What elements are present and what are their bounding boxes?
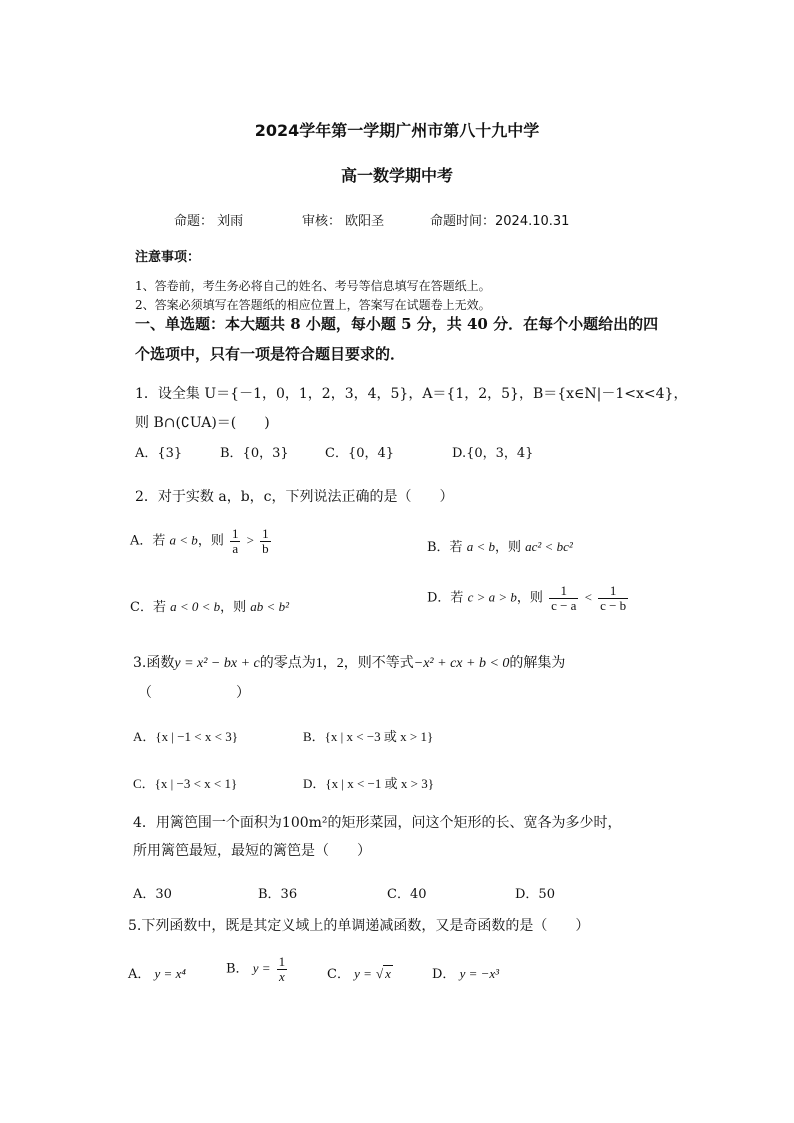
- exam-subtitle: 高一数学期中考: [340, 166, 453, 185]
- q2-d-cond: c > a > b: [467, 589, 517, 605]
- q5-b-label: B．: [226, 961, 249, 977]
- date-line: 命题时间：2024.10.31: [430, 214, 570, 229]
- q5-stem: 5.下列函数中，既是其定义域上的单调递减函数，又是奇函数的是（ ）: [128, 918, 590, 934]
- q5-b-lhs: y =: [252, 960, 271, 976]
- q4-option-a: A．30: [133, 887, 172, 902]
- q5-c-radicand: x: [385, 966, 391, 981]
- q2-c-cond: a < 0 < b: [170, 599, 221, 614]
- q2-option-d: [427, 584, 630, 612]
- q3-option-b: B．{x | x < −3 或 x > 1}: [303, 729, 434, 744]
- sqrt-icon: √: [376, 966, 384, 981]
- q2-option-c: [130, 596, 289, 615]
- q4-stem-2: 所用篱笆最短，最短的篱笆是（ ）: [133, 843, 371, 859]
- q1-stem: 1．设全集 U＝{－1，0，1，2，3，4，5}，A＝{1，2，5}，B＝{x∈N|－1<x<4}，: [135, 386, 688, 402]
- q3-answer-paren: （ ）: [138, 685, 250, 701]
- q5-option-d: [432, 963, 499, 982]
- q2-c-then: ，则: [220, 600, 247, 615]
- fraction-1-over-c-minus-b: [598, 584, 628, 612]
- frac-num: 1: [231, 526, 239, 541]
- q2-a-then: ，则: [197, 533, 224, 549]
- q3-zeros: 1，2: [315, 656, 344, 671]
- section-heading-line1: 一、单选题：本大题共 8 小题，每小题 5 分，共 40 分．在每个小题给出的四: [135, 315, 659, 333]
- q4-option-b: B．36: [258, 887, 298, 902]
- q3-option-c: C．{x | −3 < x < 1}: [133, 776, 238, 791]
- q2-stem: 2．对于实数 a，b，c，下列说法正确的是（ ）: [135, 489, 454, 505]
- q1-option-a: A．{3}: [135, 446, 183, 461]
- q5-c-label: C．: [327, 967, 350, 982]
- frac-num: 1: [278, 954, 286, 969]
- frac-num: 1: [549, 584, 578, 599]
- q2-b-cond: a < b: [466, 539, 495, 554]
- q3-stem: [133, 652, 565, 672]
- q4-stem: 4．用篱笆围一个面积为100m²的矩形菜园，问这个矩形的长、宽各为多少时，: [133, 815, 622, 831]
- q3-stem-mid: 的零点为: [259, 655, 316, 671]
- q3-inequality: −x² + cx + b < 0: [413, 656, 510, 671]
- frac-den: c − b: [600, 597, 627, 613]
- q3-function: y = x² − bx + c: [174, 656, 260, 671]
- q2-d-then: ，则: [516, 590, 543, 606]
- q2-d-prefix: D．若: [427, 590, 464, 606]
- q2-a-cond: a < b: [169, 532, 198, 548]
- frac-den: c − a: [551, 597, 577, 613]
- q1-stem-2: 则 B∩(∁UA)＝( ): [135, 415, 270, 431]
- q4-option-c: C．40: [387, 887, 427, 902]
- fraction-1-over-a: [230, 527, 241, 555]
- frac-den: b: [262, 540, 269, 556]
- q2-c-result: ab < b²: [250, 599, 289, 614]
- frac-num: 1: [262, 526, 269, 541]
- q2-option-a: [130, 527, 273, 555]
- q5-d-formula: y = −x³: [459, 966, 500, 981]
- q5-a-label: A．: [128, 967, 151, 982]
- reviewer-line: 审核： 欧阳圣: [302, 214, 385, 229]
- fraction-1-over-b: [260, 527, 271, 555]
- gt-sign: >: [246, 532, 254, 548]
- q3-option-d: D．{x | x < −1 或 x > 3}: [303, 776, 434, 791]
- notice-item-2: 2、答案必须填写在答题纸的相应位置上，答案写在试题卷上无效。: [135, 298, 491, 312]
- lt-sign: <: [584, 589, 592, 605]
- frac-den: a: [232, 540, 239, 556]
- frac-den: x: [279, 968, 285, 984]
- notice-item-1: 1、答卷前，考生务必将自己的姓名、考号等信息填写在答题纸上。: [135, 279, 491, 293]
- q5-option-a: [128, 963, 186, 982]
- q2-b-prefix: B．若: [427, 540, 463, 555]
- notice-heading: 注意事项：: [135, 250, 201, 265]
- q2-b-then: ，则: [494, 540, 521, 555]
- q2-c-prefix: C．若: [130, 600, 166, 615]
- section-heading-line2: 个选项中，只有一项是符合题目要求的．: [135, 345, 406, 363]
- q1-option-b: B．{0，3}: [220, 446, 289, 461]
- exam-title: 2024学年第一学期广州市第八十九中学: [254, 121, 540, 140]
- q5-d-label: D．: [432, 967, 456, 982]
- q5-option-b: [226, 955, 289, 983]
- q5-option-c: [327, 963, 393, 982]
- q5-c-lhs: y =: [354, 966, 372, 981]
- q4-option-d: D．50: [515, 887, 555, 902]
- q2-a-prefix: A．若: [130, 533, 166, 549]
- fraction-1-over-c-minus-a: [549, 584, 578, 612]
- author-line: 命题： 刘雨: [174, 214, 244, 229]
- q3-stem-pre: 3.函数: [133, 655, 175, 671]
- q2-option-b: [427, 536, 573, 555]
- q5-a-formula: y = x⁴: [154, 966, 186, 981]
- q1-option-d: D.{0，3，4}: [452, 446, 534, 461]
- q3-stem-mid2: ，则不等式: [343, 655, 414, 671]
- frac-num: 1: [598, 584, 628, 599]
- q1-option-c: C．{0，4}: [325, 446, 395, 461]
- q3-stem-end: 的解集为: [509, 655, 566, 671]
- q2-b-result: ac² < bc²: [525, 539, 573, 554]
- fraction-1-over-x: [277, 955, 288, 983]
- q3-option-a: A．{x | −1 < x < 3}: [133, 729, 238, 744]
